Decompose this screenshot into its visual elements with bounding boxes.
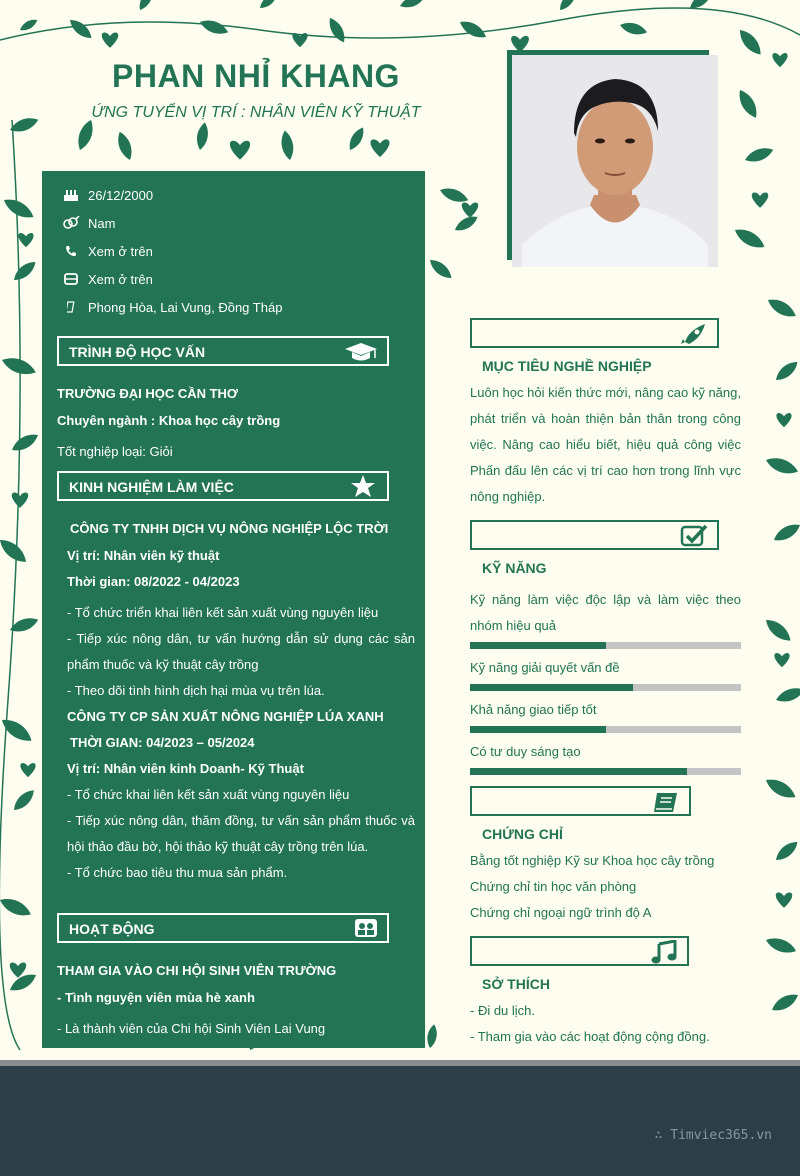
left-column <box>42 171 425 1048</box>
gender-row <box>62 213 115 233</box>
certificates-title: CHỨNG CHỈ <box>482 826 563 842</box>
objective-header <box>470 318 719 348</box>
graduation-grade: Tốt nghiệp loại: Giỏi <box>57 444 173 459</box>
activity-org: THAM GIA VÀO CHI HỘI SINH VIÊN TRƯỜNG <box>57 963 337 978</box>
skill-bar-fill <box>470 726 606 733</box>
skills-title: KỸ NĂNG <box>482 560 547 576</box>
hobby-item: - Đi du lịch. <box>470 1003 536 1018</box>
location-icon <box>62 299 80 315</box>
job2-duty: - Tiếp xúc nông dân, thăm đồng, tư vấn sản phẩm thuốc và hội thảo đầu bờ, hội thảo kỹ thuật cây trồng trên lúa. <box>67 813 415 854</box>
skill-bar <box>470 684 741 691</box>
checkbox-icon <box>679 524 709 548</box>
people-icon <box>343 917 379 941</box>
job1-company: CÔNG TY TNHH DỊCH VỤ NÔNG NGHIỆP LỘC TRỜI <box>70 521 389 536</box>
activities-header <box>57 913 389 943</box>
site-watermark: ∴ Timviec365.vn <box>654 1128 772 1143</box>
job1-duty: - Tổ chức triển khai liên kết sản xuất vùng nguyên liệu <box>67 605 379 620</box>
job2-time: THỜI GIAN: 04/2023 – 05/2024 <box>70 735 255 750</box>
birthday-row <box>62 185 153 205</box>
skills-header <box>470 520 719 550</box>
experience-title: KINH NGHIỆM LÀM VIỆC <box>69 479 234 495</box>
objective-title: MỤC TIÊU NGHỀ NGHIỆP <box>482 358 652 374</box>
school-name: TRƯỜNG ĐẠI HỌC CẦN THƠ <box>57 386 239 401</box>
gender-value: Nam <box>88 215 116 231</box>
hobbies-header <box>470 936 689 966</box>
job2-role: Vị trí: Nhân viên kinh Doanh- Kỹ Thuật <box>67 761 304 776</box>
candidate-name: PHAN NHỈ KHANG <box>112 58 400 94</box>
objective-text: Luôn học hỏi kiến thức mới, nâng cao kỹ năng, phát triển và hoàn thiện bản thân trong công việc. Nâng cao hiểu biết, hiệu quả công việc Phấn đấu lên các vị trí cao hơn trong lĩnh vực nông nghiệp. <box>470 385 741 504</box>
email-row <box>62 269 153 289</box>
certificate-item: Bằng tốt nghiệp Kỹ sư Khoa học cây trồng <box>470 853 715 868</box>
education-header <box>57 336 389 366</box>
skill-label: Kỹ năng làm việc độc lập và làm việc theo nhóm hiệu quả <box>470 592 741 633</box>
address-row <box>62 297 282 317</box>
star-icon <box>343 475 379 499</box>
certificates-header <box>470 786 691 816</box>
job2-duty: - Tổ chức bao tiêu thu mua sản phẩm. <box>67 865 288 880</box>
profile-photo <box>512 55 718 267</box>
experience-header <box>57 471 389 501</box>
skill-bar <box>470 642 741 649</box>
skill-label: Khả năng giao tiếp tốt <box>470 702 597 717</box>
job1-duty: - Theo dõi tình hình dịch hại mùa vụ trên lúa. <box>67 683 325 698</box>
job1-role: Vị trí: Nhân viên kỹ thuật <box>67 548 220 563</box>
email-value: Xem ở trên <box>88 271 153 287</box>
hobby-item: - Tham gia vào các hoạt động cộng đồng. <box>470 1029 710 1044</box>
job1-time: Thời gian: 08/2022 - 04/2023 <box>67 574 240 589</box>
birthday-value: 26/12/2000 <box>88 187 154 203</box>
hobbies-title: SỞ THÍCH <box>482 976 550 992</box>
graduation-cap-icon <box>343 340 379 364</box>
skill-label: Có tư duy sáng tạo <box>470 744 581 759</box>
book-icon <box>651 790 681 814</box>
address-value: Phong Hòa, Lai Vung, Đồng Tháp <box>88 299 283 315</box>
activity-item: - Tình nguyện viên mùa hè xanh <box>57 990 255 1005</box>
job1-duty: - Tiếp xúc nông dân, tư vấn hướng dẫn sử dụng các sản phẩm thuốc và kỹ thuật cây trồng <box>67 631 415 672</box>
skill-bar-fill <box>470 684 633 691</box>
skill-bar <box>470 726 741 733</box>
footer-bar <box>0 1066 800 1176</box>
rocket-icon <box>679 322 709 346</box>
certificate-item: Chứng chỉ tin học văn phòng <box>470 879 637 894</box>
email-icon <box>62 271 80 287</box>
education-title: TRÌNH ĐỘ HỌC VẤN <box>69 344 206 360</box>
skill-bar <box>470 768 741 775</box>
skill-bar-fill <box>470 642 606 649</box>
major: Chuyên ngành : Khoa học cây trồng <box>57 413 281 428</box>
music-note-icon <box>649 940 679 964</box>
phone-row <box>62 241 153 261</box>
phone-value: Xem ở trên <box>88 243 153 259</box>
gender-icon <box>62 215 80 231</box>
certificate-item: Chứng chỉ ngoại ngữ trình độ A <box>470 905 652 920</box>
phone-icon <box>62 243 80 259</box>
job2-company: CÔNG TY CP SẢN XUẤT NÔNG NGHIỆP LÚA XANH <box>67 709 384 724</box>
activities-title: HOẠT ĐỘNG <box>69 921 155 937</box>
activity-item: - Là thành viên của Chi hội Sinh Viên Lai Vung <box>57 1021 326 1036</box>
job2-duty: - Tổ chức khai liên kết sản xuất vùng nguyên liệu <box>67 787 350 802</box>
skill-bar-fill <box>470 768 687 775</box>
skill-label: Kỹ năng giải quyết vấn đề <box>470 660 620 675</box>
cake-icon <box>62 187 80 203</box>
applied-position: ỨNG TUYỂN VỊ TRÍ : NHÂN VIÊN KỸ THUẬT <box>91 104 421 121</box>
